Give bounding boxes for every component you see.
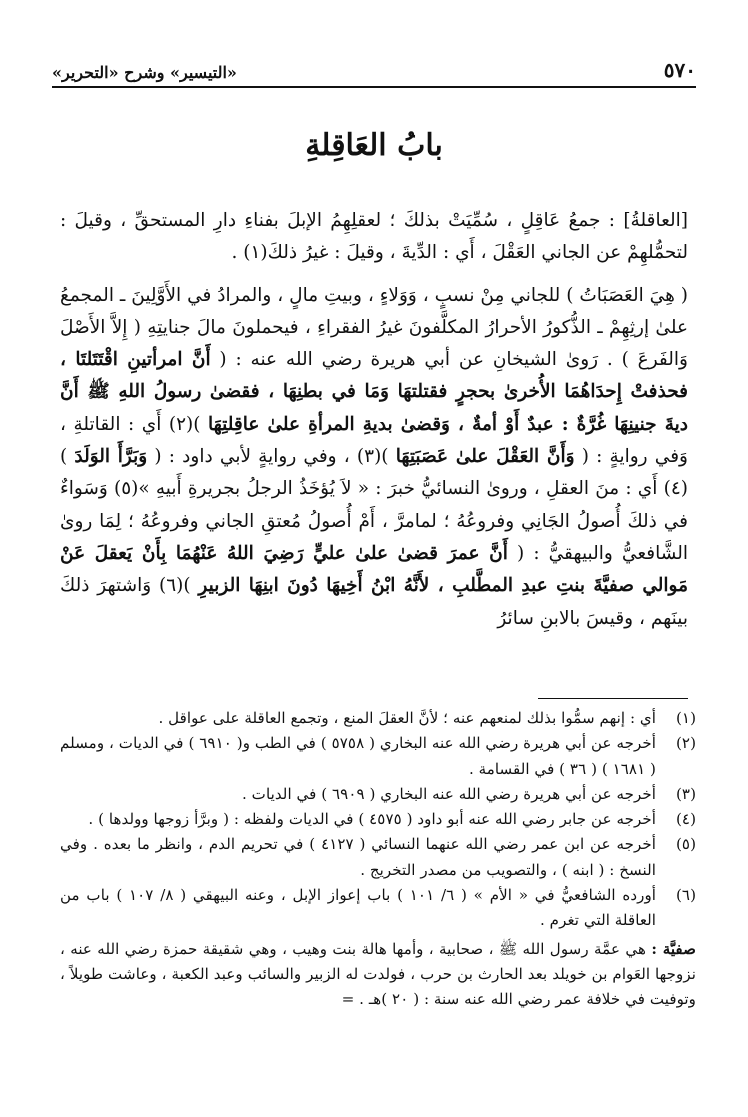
footnote <box>60 883 696 934</box>
footnote-text: أي : إنهم سمُّوا بذلك لمنعهم عنه ؛ لأنَّ العقلَ المنع ، وتجمع العاقلة على عواقل . <box>158 709 656 727</box>
footnote-text: أخرجه عن ابن عمر رضي الله عنهما النسائي ( ٤١٢٧ ) في تحريم الدم ، وانظر ما بعده . وفي النسخ : ( ابنه ) ، والتصويب من مصدر التخريج . <box>60 835 657 879</box>
text-run: ( هِيَ العَصَبَاتُ ) للجاني مِنْ نسبٍ ، وَوَلاءٍ ، وبيتِ مالٍ ، والمرادُ في الأَوَّلِينَ ـ المجمعُ علىٰ إرثِهِمْ ـ الذُّكورُ الأحرارُ المكلَّفونَ غيرُ الفقراءِ ، فيحملونَ مالَ جنايتِهِ ( إِلاَّ الأَصْلَ وَالفَرعَ ) . رَوىٰ الشيخانِ عن أبي هريرة رضي الله عنه : ( <box>60 284 688 371</box>
footnote-separator <box>538 698 688 699</box>
text-run: (١) . <box>231 242 268 264</box>
hadith-quote: أَنَّ امرأتينِ اقْتَتَلتَا ، فحذفتْ إِحدَاهُمَا الأُخرىٰ بحجرٍ فقتلتهَا وَمَا في بطنِهَا ، فقضىٰ رسولُ اللهِ ﷺ أَنَّ ديةَ جنينِهَا غُرَّةٌ : عبدٌ أَوْ أمةٌ ، وَقضىٰ بديةِ المرأةِ علىٰ عاقِلتِهَا <box>60 349 689 435</box>
footnote <box>60 706 696 731</box>
footnote-text: أورده الشافعيُّ في « الأم » ( ٦/ ١٠١ ) باب إعواز الإبل ، وعنه البيهقي ( ٨/ ١٠٧ ) باب من العاقلة التي تغرم . <box>60 886 656 930</box>
paragraph <box>60 205 688 270</box>
footnote <box>60 731 696 782</box>
text-run: )(٣) ، وفي روايةٍ لأبي داود : ( <box>147 446 396 468</box>
text-run: )(٢) أَي : القاتلةِ ، وَفي روايةٍ : ( <box>60 413 688 468</box>
hadith-quote: أَنَّ عمرَ قضىٰ علىٰ عليٍّ رَضِيَ اللهُ عَنْهُمَا بِأَنْ يَعقلَ عَنْ مَوالي صفيَّةَ بنتِ عبدِ المطَّلبِ ، لأَنَّهُ ابْنُ أَخِيهَا دُونَ ابنِهَا الزبيرِ <box>60 542 688 597</box>
footnote-text: أخرجه عن أبي هريرة رضي الله عنه البخاري ( ٦٩٠٩ ) في الديات . <box>242 784 656 803</box>
footnote <box>60 832 696 883</box>
text-run: )(٦) وَاشتهرَ ذلكَ بينَهم ، وقيسَ بالابنِ سائرُ <box>60 575 688 629</box>
biography-label: صفيَّة : <box>651 939 697 958</box>
running-title: «التيسير» وشرح «التحرير» <box>52 63 237 82</box>
chapter-title: بابُ العَاقِلةِ <box>305 128 443 163</box>
biography-text: هي عمَّة رسول الله ﷺ ، صحابية ، وأمها هالة بنت وهيب ، وهي شقيقة حمزة رضي الله عنه ، نزوجها العَوام بن خويلد بعد الحارث بن حرب ، فولدت له الزبير والسائب وعبد الكعبة ، وعاشت طويلاً ، وتوفيت في خلافة عمر رضي الله عنه سنة : ( ٢٠ )هـ . = <box>60 939 696 1009</box>
footnote-number: (٦) <box>675 886 696 905</box>
biography-note <box>60 937 696 1013</box>
hadith-quote: وَبَرَّأَ الوَلَدَ <box>74 446 148 468</box>
footnote-number: (٣) <box>675 784 696 803</box>
footnotes <box>60 706 696 1013</box>
footnote <box>60 782 696 807</box>
footnote-text: أخرجه عن أبي هريرة رضي الله عنه البخاري ( ٥٧٥٨ ) في الطب و( ٦٩١٠ ) في الديات ، ومسلم ( ١٦٨١ ) ( ٣٦ ) في القسامة . <box>60 734 656 778</box>
footnote-number: (٤) <box>675 810 696 829</box>
footnote-number: (٥) <box>675 835 696 854</box>
footnote-number: (٢) <box>675 734 696 753</box>
page-number: ٥٧٠ <box>663 58 696 82</box>
text-run: )(٤) أَي : منَ العقلِ ، وروىٰ النسائيُّ خبرَ : « لاَ يُؤخَذُ الرجلُ بجريرةِ أَبيهِ »(٥) وَسَواءٌ في ذلكَ أُصولُ الجَانِي وفروعُهُ ؛ لمامرَّ ، أَمْ أُصولُ مُعتقِ الجاني وفروعُهُ ؛ لِمَا روىٰ الشَّافعيُّ والبيهقيُّ : ( <box>60 446 689 564</box>
page-header <box>52 52 696 88</box>
footnote <box>60 807 696 832</box>
hadith-quote: وَأَنَّ العَقْلَ علىٰ عَصَبَتِهَا <box>395 446 575 468</box>
paragraph <box>60 280 688 635</box>
main-text <box>60 205 688 645</box>
text-run: [العاقلةُ] : جمعُ عَاقِلٍ ، سُمِّيَتْ بذلكَ ؛ لعقلِهِمُ الإبلَ بفناءِ دارِ المستحقِّ ، وقيلَ : لتحمُّلهِمْ عن الجاني العَقْلَ ، أَي : الدِّيةَ ، وقيلَ : غيرُ ذلكَ <box>60 210 688 264</box>
footnote-text: أخرجه عن جابر رضي الله عنه أبو داود ( ٤٥٧٥ ) في الديات ولفظه : ( وبرَّأ زوجها وولدها ) . <box>88 810 656 829</box>
footnote-number: (١) <box>675 709 696 727</box>
